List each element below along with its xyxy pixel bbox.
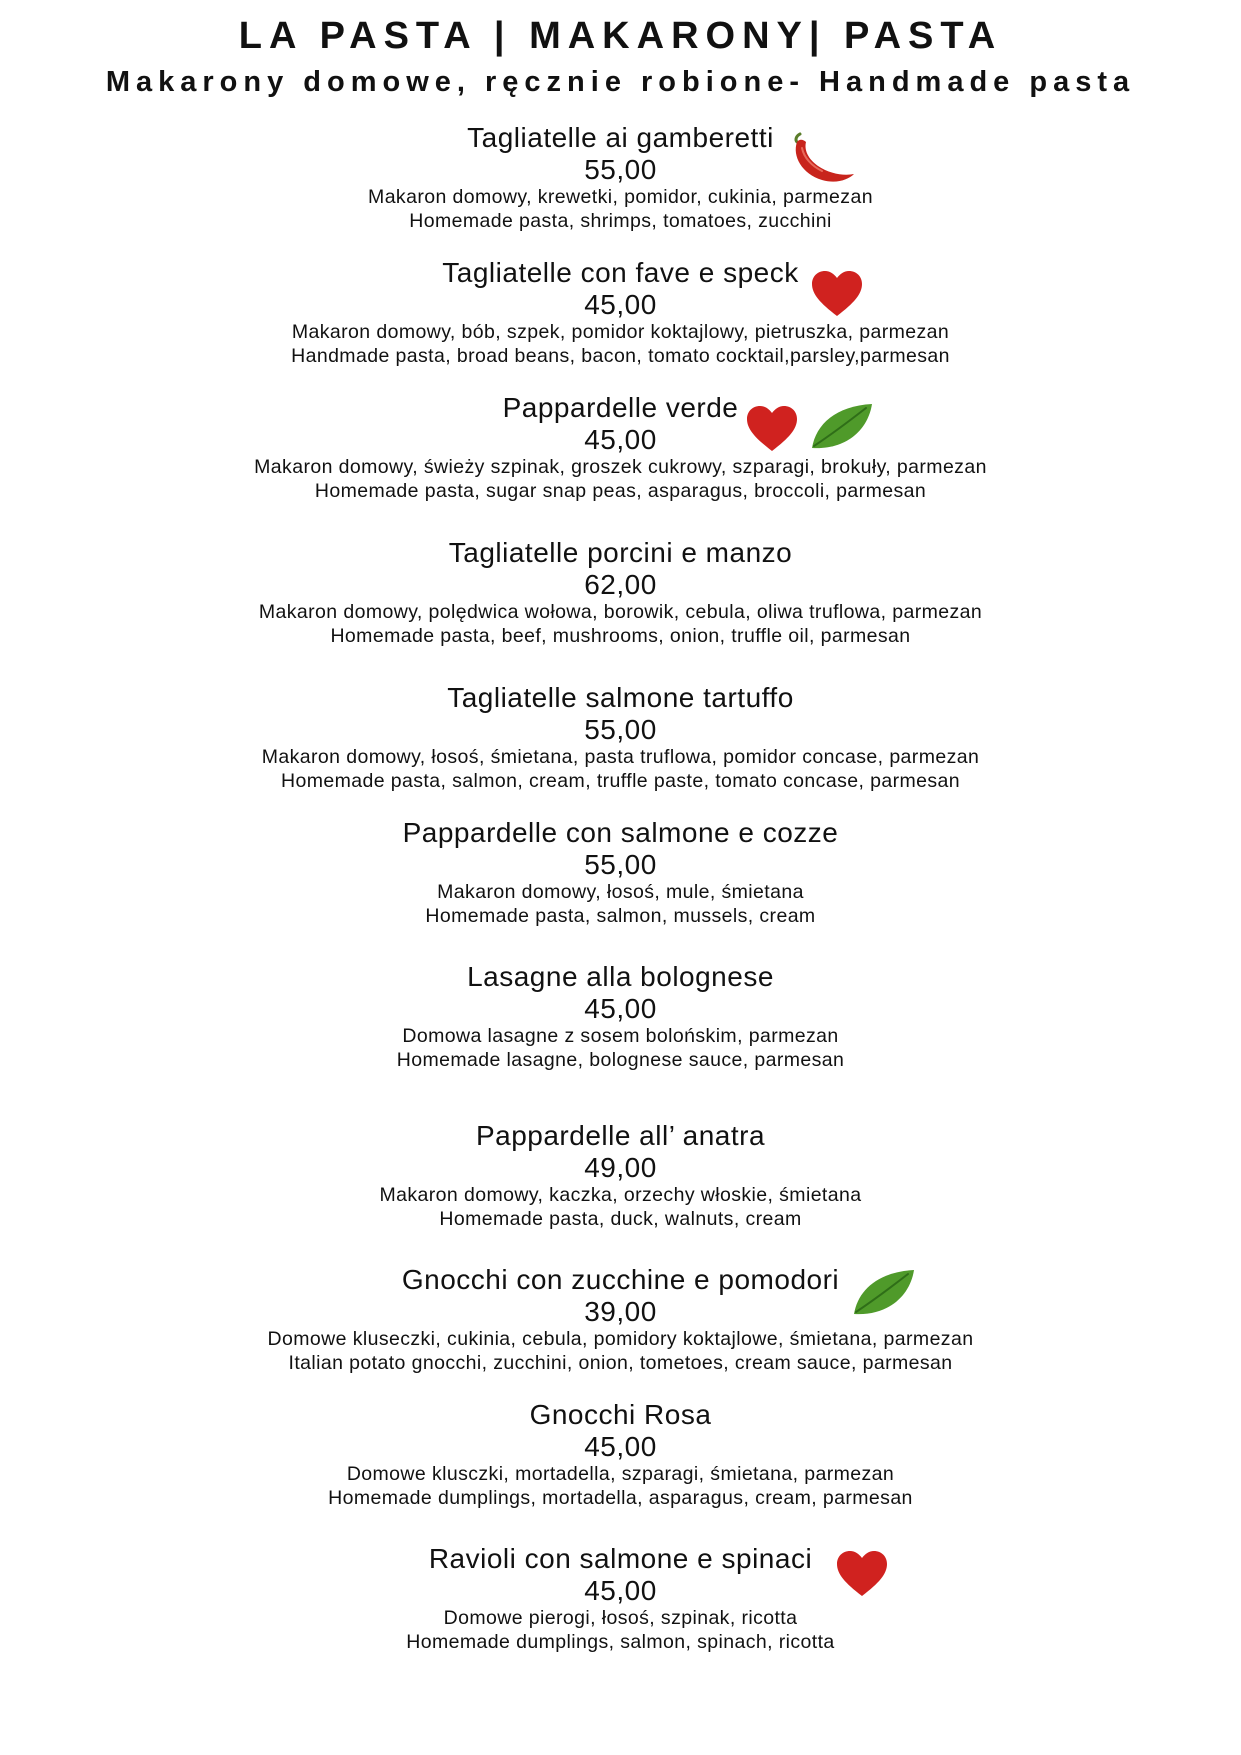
menu-item-tagliatelle-ai-gamberetti	[0, 122, 1241, 233]
dish-description-en: Italian potato gnocchi, zucchini, onion, tometoes, cream sauce, parmesan	[288, 1351, 953, 1374]
dish-name: Tagliatelle porcini e manzo	[448, 537, 793, 568]
dish-price: 45,00	[584, 1431, 657, 1462]
menu-item-tagliatelle-porcini-e-manzo	[0, 537, 1241, 648]
dish-name: Tagliatelle salmone tartuffo	[447, 682, 794, 713]
leaf-icon	[850, 1268, 916, 1318]
dish-price: 45,00	[584, 993, 657, 1024]
dish-description-pl: Domowa lasagne z sosem bolońskim, parmezan	[402, 1025, 839, 1047]
heart-icon	[745, 405, 799, 453]
menu-item-pappardelle-con-salmone-e-cozze	[0, 817, 1241, 928]
dish-description-pl: Makaron domowy, bób, szpek, pomidor koktajlowy, pietruszka, parmezan	[291, 321, 950, 343]
dish-description-en: Homemade lasagne, bolognese sauce, parmesan	[396, 1048, 845, 1071]
dish-description-en: Handmade pasta, broad beans, bacon, tomato cocktail,parsley,parmesan	[291, 344, 950, 367]
dish-name: Pappardelle all’ anatra	[475, 1120, 766, 1151]
dish-price: 55,00	[584, 714, 657, 745]
dish-price: 49,00	[584, 1152, 657, 1183]
dish-price: 45,00	[584, 1575, 657, 1606]
dish-price: 39,00	[584, 1296, 657, 1327]
dish-price: 55,00	[584, 849, 657, 880]
dish-description-en: Homemade dumplings, salmon, spinach, ricotta	[406, 1630, 835, 1653]
menu-title: LA PASTA | MAKARONY| PASTA	[238, 15, 1003, 57]
heart-icon	[835, 1550, 889, 1598]
dish-price: 55,00	[584, 154, 657, 185]
dish-description-pl: Makaron domowy, krewetki, pomidor, cukinia, parmezan	[368, 186, 873, 208]
menu-subtitle: Makarony domowe, ręcznie robione- Handmade pasta	[105, 66, 1136, 98]
chili-pepper-icon	[788, 128, 858, 188]
dish-description-en: Homemade pasta, sugar snap peas, asparagus, broccoli, parmesan	[314, 479, 927, 502]
menu-item-gnocchi-rosa	[0, 1399, 1241, 1510]
menu-item-pappardelle-all-anatra	[0, 1120, 1241, 1231]
dish-description-pl: Domowe kluseczki, cukinia, cebula, pomidory koktajlowe, śmietana, parmezan	[267, 1328, 974, 1350]
dish-description-pl: Domowe pierogi, łosoś, szpinak, ricotta	[443, 1607, 798, 1629]
dish-name: Pappardelle verde	[502, 392, 739, 423]
dish-description-en: Homemade pasta, duck, walnuts, cream	[439, 1207, 802, 1230]
dish-price: 62,00	[584, 569, 657, 600]
dish-description-pl: Makaron domowy, polędwica wołowa, borowik, cebula, oliwa truflowa, parmezan	[258, 601, 983, 623]
dish-description-pl: Makaron domowy, świeży szpinak, groszek cukrowy, szparagi, brokuły, parmezan	[254, 456, 987, 478]
dish-name: Pappardelle con salmone e cozze	[402, 817, 839, 848]
dish-description-pl: Makaron domowy, łosoś, mule, śmietana	[437, 881, 804, 903]
dish-description-pl: Domowe klusczki, mortadella, szparagi, śmietana, parmezan	[346, 1463, 895, 1485]
dish-description-en: Homemade pasta, salmon, mussels, cream	[425, 904, 816, 927]
dish-description-en: Homemade dumplings, mortadella, asparagus, cream, parmesan	[328, 1486, 913, 1509]
menu-item-gnocchi-con-zucchine-e-pomodori	[0, 1264, 1241, 1375]
menu-item-ravioli-con-salmone-e-spinaci	[0, 1543, 1241, 1654]
dish-name: Tagliatelle ai gamberetti	[467, 122, 774, 153]
leaf-icon	[808, 402, 874, 452]
heart-icon	[810, 270, 864, 318]
dish-name: Ravioli con salmone e spinaci	[428, 1543, 813, 1574]
dish-description-en: Homemade pasta, salmon, cream, truffle paste, tomato concase, parmesan	[280, 769, 961, 792]
menu-item-lasagne-alla-bolognese	[0, 961, 1241, 1072]
menu-item-tagliatelle-con-fave-e-speck	[0, 257, 1241, 368]
dish-name: Gnocchi Rosa	[529, 1399, 712, 1430]
menu-item-tagliatelle-salmone-tartuffo	[0, 682, 1241, 793]
menu-item-pappardelle-verde	[0, 392, 1241, 503]
dish-description-en: Homemade pasta, beef, mushrooms, onion, truffle oil, parmesan	[330, 624, 911, 647]
dish-price: 45,00	[584, 424, 657, 455]
dish-description-pl: Makaron domowy, kaczka, orzechy włoskie, śmietana	[379, 1184, 862, 1206]
dish-name: Gnocchi con zucchine e pomodori	[401, 1264, 840, 1295]
dish-description-pl: Makaron domowy, łosoś, śmietana, pasta truflowa, pomidor concase, parmezan	[261, 746, 980, 768]
dish-name: Tagliatelle con fave e speck	[442, 257, 799, 288]
dish-description-en: Homemade pasta, shrimps, tomatoes, zucchini	[409, 209, 832, 232]
dish-price: 45,00	[584, 289, 657, 320]
dish-name: Lasagne alla bolognese	[467, 961, 774, 992]
